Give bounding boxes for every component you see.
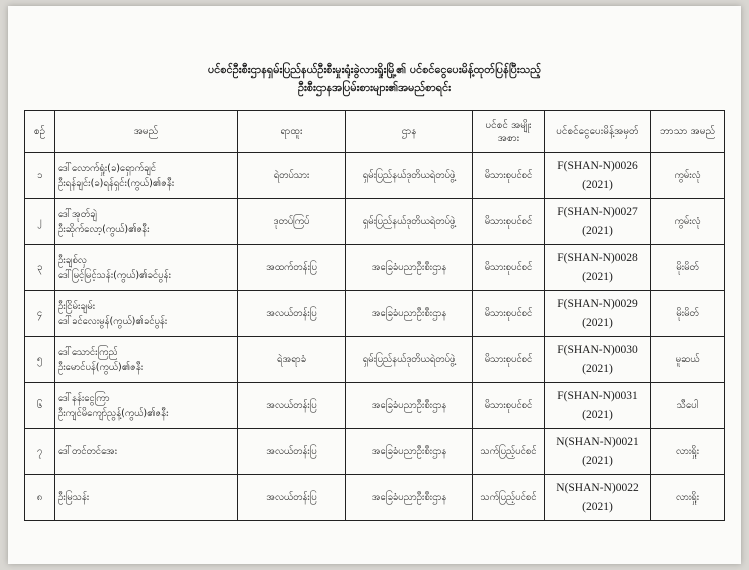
cell-religion: မိုးမိတ် — [651, 245, 725, 291]
cell-department: အခြေခံပညာဦးစီးဌာန — [346, 291, 473, 337]
cell-no: ၆ — [25, 383, 55, 429]
cell-no: ၂ — [25, 199, 55, 245]
cell-department: ရှမ်းပြည်နယ်ဒုတိယရဲတပ်ဖွဲ့ — [346, 153, 473, 199]
cell-order-number — [545, 475, 651, 521]
table-row — [25, 291, 725, 337]
order-year: (2021) — [582, 454, 613, 467]
cell-order-number — [545, 153, 651, 199]
cell-religion: ကွမ်းလုံ — [651, 199, 725, 245]
table-header-row — [25, 111, 725, 153]
cell-name — [55, 291, 238, 337]
cell-no: ၅ — [25, 337, 55, 383]
document-subtitle: ဦးစီးဌာနအပြမ်းစားများ၏အမည်စာရင်း — [297, 81, 452, 94]
cell-religion: လားရှိုး — [651, 429, 725, 475]
name-line-1: ဒေါ်အုတ်ချဲ — [58, 208, 97, 220]
name-line-1: ဒေါ်နန်းငွေကြာ — [58, 392, 110, 404]
cell-department: အခြေခံပညာဦးစီးဌာန — [346, 383, 473, 429]
order-year: (2021) — [582, 224, 613, 237]
cell-name — [55, 383, 238, 429]
name-line-1: ဒေါ်သောင်းကြည် — [58, 346, 118, 358]
cell-no: ၃ — [25, 245, 55, 291]
cell-name — [55, 199, 238, 245]
name-line-2: ဦးဆိုက်လော့(ကွယ်)၏ဇနီး — [58, 223, 150, 235]
header-no: စဉ် — [25, 111, 55, 153]
cell-name — [55, 475, 238, 521]
name-line-1: ဦးငြိမ်းချမ်း — [58, 300, 96, 312]
cell-department: ရှမ်းပြည်နယ်ဒုတိယရဲတပ်ဖွဲ့ — [346, 337, 473, 383]
table-row — [25, 475, 725, 521]
table-row — [25, 245, 725, 291]
cell-department: ရှမ်းပြည်နယ်ဒုတိယရဲတပ်ဖွဲ့ — [346, 199, 473, 245]
document-title: ပင်စင်ဦးစီးဌာနရှမ်းပြည်နယ်ဦးစီးမှုးရုံးခွဲလားရှိုးမြို့၏ ပင်စင်ငွေပေးမိန့်ထုတ်ပြန်ပြီးသည့် — [208, 63, 541, 76]
table-row — [25, 429, 725, 475]
cell-order-number — [545, 291, 651, 337]
name-line-1: ဦးချစ်လှ — [58, 254, 87, 266]
cell-no: ၈ — [25, 475, 55, 521]
order-year: (2021) — [582, 362, 613, 375]
cell-pension-type: မိသားစုပင်စင် — [473, 245, 545, 291]
order-code: F(SHAN-N)0030 — [557, 343, 638, 356]
cell-rank: ရဲအရာခံ — [238, 337, 346, 383]
header-order-number: ပင်စင်ငွေပေးမိန့်အမှတ် — [545, 111, 651, 153]
order-code: F(SHAN-N)0031 — [557, 389, 638, 402]
cell-pension-type: သက်ပြည့်ပင်စင် — [473, 429, 545, 475]
cell-rank: အလယ်တန်းပြ — [238, 291, 346, 337]
cell-no: ၄ — [25, 291, 55, 337]
name-line-2: ဦးကျင်မိကျော်ညွန့်(ကွယ်)၏ဇနီး — [58, 407, 169, 419]
cell-name — [55, 245, 238, 291]
table-row — [25, 337, 725, 383]
cell-name — [55, 337, 238, 383]
cell-order-number — [545, 429, 651, 475]
table-row — [25, 153, 725, 199]
order-year: (2021) — [582, 316, 613, 329]
table-row — [25, 199, 725, 245]
name-line-1: ဒေါ်လောက်ရှုံး(ခ)ရှောက်ချင် — [58, 162, 157, 174]
cell-religion: မိုးမိတ် — [651, 291, 725, 337]
cell-department: အခြေခံပညာဦးစီးဌာန — [346, 429, 473, 475]
header-rank: ရာထူး — [238, 111, 346, 153]
cell-rank: အလယ်တန်းပြ — [238, 383, 346, 429]
name-line-2: ဦးရန်ချင်း(ခ)ရန်ရှင်း(ကွယ်)၏ဇနီး — [58, 177, 175, 189]
name-line-2: ဒေါ်ခင်လေးမွန်(ကွယ်)၏ခင်ပွန်း — [58, 315, 168, 327]
cell-pension-type: မိသားစုပင်စင် — [473, 337, 545, 383]
name-line-2: ဒေါ်မြင့်မြင့်သန်း(ကွယ်)၏ခင်ပွန်း — [58, 269, 171, 281]
cell-religion: မူဆယ် — [651, 337, 725, 383]
cell-pension-type: မိသားစုပင်စင် — [473, 383, 545, 429]
cell-department: အခြေခံပညာဦးစီးဌာန — [346, 245, 473, 291]
cell-rank: ဒုတပ်ကြပ် — [238, 199, 346, 245]
cell-department: အခြေခံပညာဦးစီးဌာန — [346, 475, 473, 521]
cell-order-number — [545, 199, 651, 245]
cell-pension-type: သက်ပြည့်ပင်စင် — [473, 475, 545, 521]
name-line-1: ဒေါ်တင်တင်အေး — [58, 446, 117, 457]
order-code: F(SHAN-N)0026 — [557, 159, 638, 172]
order-code: F(SHAN-N)0029 — [557, 297, 638, 310]
cell-no: ၇ — [25, 429, 55, 475]
order-code: F(SHAN-N)0028 — [557, 251, 638, 264]
order-year: (2021) — [582, 500, 613, 513]
cell-name — [55, 429, 238, 475]
order-code: N(SHAN-N)0022 — [556, 481, 639, 494]
pensioner-table — [24, 110, 725, 521]
cell-pension-type: မိသားစုပင်စင် — [473, 153, 545, 199]
order-code: N(SHAN-N)0021 — [556, 435, 639, 448]
name-line-1: ဦးမြသန်း — [58, 492, 90, 503]
order-year: (2021) — [582, 408, 613, 421]
cell-pension-type: မိသားစုပင်စင် — [473, 199, 545, 245]
header-pension-type: ပင်စင် အမျိုးအစား — [473, 111, 545, 153]
cell-order-number — [545, 245, 651, 291]
cell-religion: လားရှိုး — [651, 475, 725, 521]
header-name: အမည် — [55, 111, 238, 153]
document-page — [8, 6, 741, 564]
cell-order-number — [545, 337, 651, 383]
cell-rank: ရဲတပ်သား — [238, 153, 346, 199]
order-year: (2021) — [582, 270, 613, 283]
cell-no: ၁ — [25, 153, 55, 199]
name-line-2: ဦးမောင်ပန်(ကွယ်)၏ဇနီး — [58, 361, 144, 373]
cell-order-number — [545, 383, 651, 429]
cell-pension-type: မိသားစုပင်စင် — [473, 291, 545, 337]
table-row — [25, 383, 725, 429]
cell-religion: ကွမ်းလုံ — [651, 153, 725, 199]
header-department: ဌာန — [346, 111, 473, 153]
cell-rank: အထက်တန်းပြ — [238, 245, 346, 291]
header-religion: ဘာသာ အမည် — [651, 111, 725, 153]
cell-rank: အလယ်တန်းပြ — [238, 429, 346, 475]
order-code: F(SHAN-N)0027 — [557, 205, 638, 218]
cell-religion: သီပေါ — [651, 383, 725, 429]
order-year: (2021) — [582, 178, 613, 191]
cell-rank: အလယ်တန်းပြ — [238, 475, 346, 521]
cell-name — [55, 153, 238, 199]
